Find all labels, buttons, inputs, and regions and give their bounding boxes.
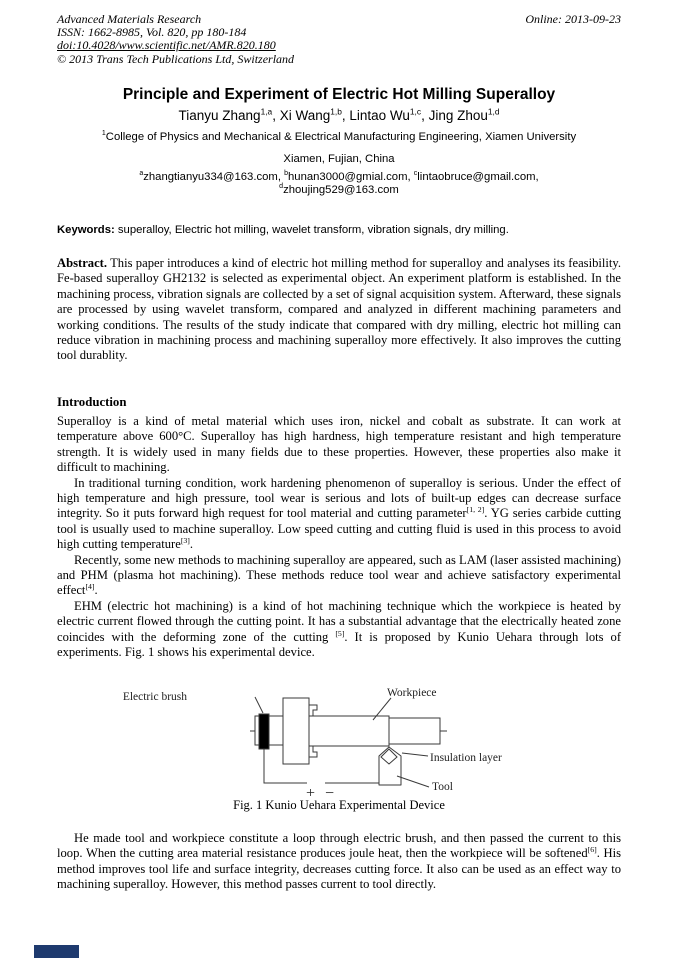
figure-1 (57, 684, 621, 796)
chuck-step-top (309, 705, 317, 716)
intro-paragraph-3: Recently, some new methods to machining superalloy are appeared, such as LAM (laser assisted machining) and PHM (plasma hot machining). These methods reduce tool wear and achieve satisfactory experimental effect[4]. (57, 552, 621, 598)
closing-paragraph: He made tool and workpiece constitute a loop through electric brush, and then passed the current to this loop. When the cutting area material resistance produces joule heat, then the workpiece will be softened[6]. His method improves tool life and surface integrity, decreases cutting force. It also can be used as an effect way to machining superalloy. However, this method passes current to tool directly. (57, 831, 622, 892)
intro-paragraph-1: Superalloy is a kind of metal material which uses iron, nickel and cobalt as substrate. It can work at temperature above 600°C. Superalloy has high hardness, high temperature resistant and high temperature strength. It is widely used in many fields due to these properties. However, these properties also make it difficult to machining. (57, 414, 621, 475)
city-line: Xiamen, Fujian, China (283, 153, 395, 165)
emails-line-2: $^d$zhoujing529@163.com (279, 183, 399, 196)
battery-polarity-symbols: + − (306, 785, 338, 796)
figure-1-caption: Fig. 1 Kunio Uehara Experimental Device (233, 798, 445, 812)
copyright-line: © 2013 Trans Tech Publications Ltd, Switzerland (57, 51, 295, 66)
workpiece-shape (309, 716, 389, 746)
doi-link[interactable]: doi:10.4028/www.scientific.net/AMR.820.180 (57, 38, 276, 53)
chuck-block (283, 698, 309, 764)
figure-1-drawing (57, 684, 621, 796)
label-tool: Tool (432, 781, 453, 793)
affiliation-line: $^1$College of Physics and Mechanical & Electrical Manufacturing Engineering, Xiamen University (101, 130, 577, 143)
paper-title: Principle and Experiment of Electric Hot Milling Superalloy (122, 86, 556, 103)
online-date: Online: 2013-09-23 (525, 12, 621, 26)
introduction-body (57, 414, 621, 661)
label-electric-brush: Electric brush (122, 691, 187, 703)
chuck-step-bottom (309, 746, 317, 757)
issn-line: ISSN: 1662-8985, Vol. 820, pp 180-184 (57, 25, 247, 40)
label-workpiece: Workpiece (387, 687, 437, 699)
closing-paragraph-wrap (57, 831, 621, 893)
section-heading-introduction: Introduction (57, 395, 127, 409)
label-insulation-layer: Insulation layer (430, 752, 502, 764)
leader-insulation (402, 753, 428, 756)
intro-paragraph-4: EHM (electric hot machining) is a kind of hot machining technique which the workpiece is heated by electric current flowed through the cutting point. It has a substantial advantage that the electrically heated zone coincides with the deforming zone of the cutting [5]. It is proposed by Kunio Uehara through lots of experiments. Fig. 1 shows his experimental device. (57, 598, 622, 660)
leader-tool (397, 776, 429, 787)
intro-paragraph-2: In traditional turning condition, work hardening phenomenon of superalloy is serious. Under the effect of high temperature and high pressure, tool wear is serious and lots of built-up edges can decrease surface integrity. So it puts forward high request for tool material and cutting parameter[1, 2]. YG series carbide cutting tool is usually used to machine superalloy. Low speed cutting and cutting fluid is used in this process to avoid high cutting temperature[3]. (57, 475, 622, 552)
leader-electric-brush (255, 697, 263, 713)
authors-line: Tianyu Zhang$^{1,a}$, Xi Wang$^{1,b}$, Lintao Wu$^{1,c}$, Jing Zhou$^{1,d}$ (178, 106, 500, 123)
electric-brush-shape (259, 714, 269, 749)
workpiece-tail (389, 718, 440, 744)
journal-name: Advanced Materials Research (57, 12, 202, 26)
abstract: Abstract. This paper introduces a kind of electric hot milling method for superalloy and analyses its feasibility. Fe-based superalloy GH2132 is selected as experimental object. An experiment platform is established. In the machining process, vibration signals are collected by a set of signal acquisition system. Afterward, these signals are processed by using wavelet transform, compared and analyzed in different machining parameters and working conditions. The results of the study indicate that compared with dry milling, electric hot milling can reduce vibration in machining process and machining superalloy more effectively. It also improves the cutting tool durablity. (57, 256, 621, 363)
emails-line-1: $^a$zhangtianyu334@163.com, $^b$hunan3000@gmial.com, $^c$lintaobruce@gmail.com, (139, 170, 539, 183)
journal-header (57, 13, 621, 66)
keywords-line: Keywords: superalloy, Electric hot milling, wavelet transform, vibration signals, dry milling. (57, 224, 509, 236)
footer-mark (34, 945, 79, 958)
